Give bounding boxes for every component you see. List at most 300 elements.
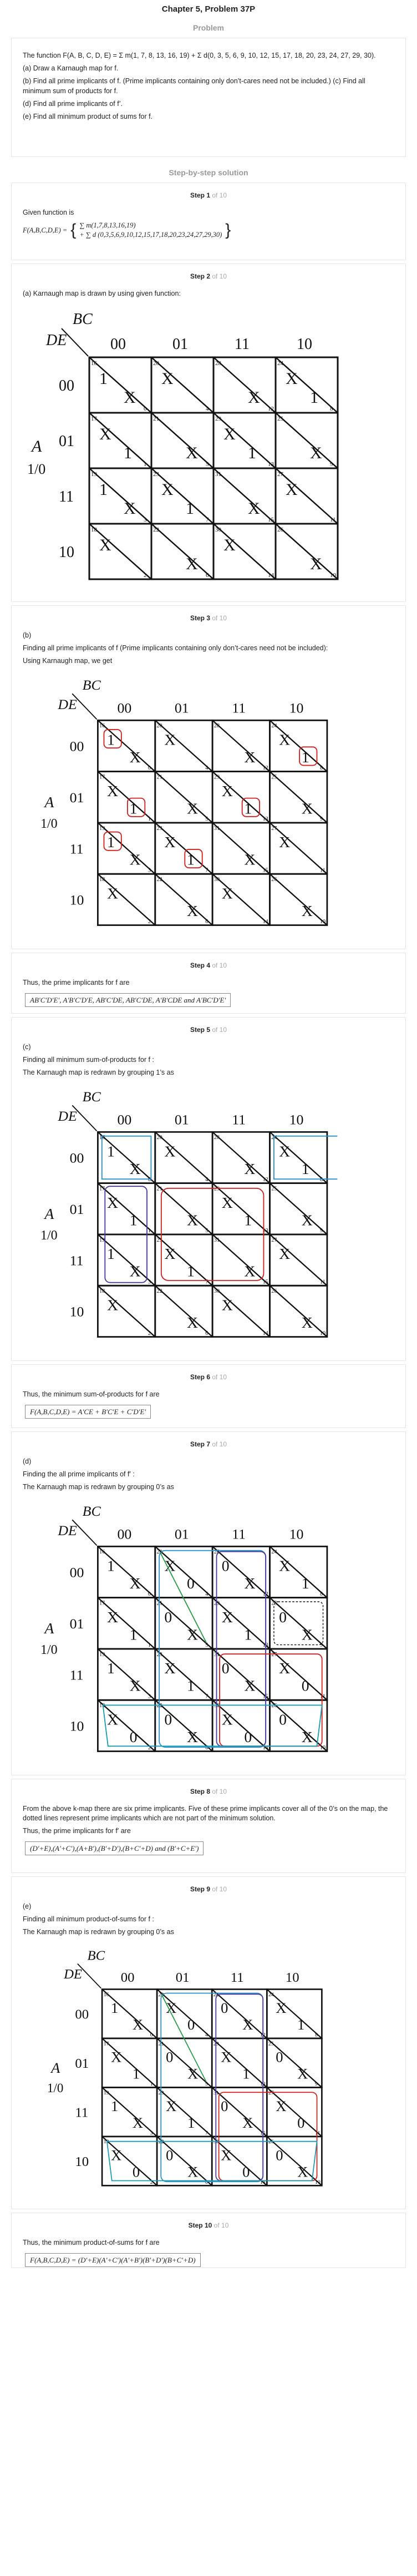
kmap-cell — [98, 1132, 155, 1183]
minterm-index-a0: 11 — [315, 2130, 321, 2137]
row-label: 11 — [75, 2105, 89, 2120]
minterm-index-a1: 20 — [156, 723, 162, 730]
cell-value-a0: X — [244, 1575, 256, 1592]
answer-formula: F(A,B,C,D,E) = A′CE + B′C′E + C′D′E′ — [25, 1405, 151, 1419]
step-3 — [11, 605, 406, 949]
minterm-index-a0: 7 — [206, 517, 209, 523]
step-label: Step 9 of 10 — [190, 1885, 227, 1893]
cell-value-a1: 0 — [221, 1999, 228, 2016]
cell-value-a1: X — [276, 2097, 287, 2114]
kmap-cell — [155, 1649, 212, 1700]
minterm-index-a0: 0 — [148, 1591, 151, 1597]
minterm-index-a1: 16 — [91, 360, 97, 367]
cell-value-a1: X — [164, 731, 176, 748]
minterm-index-a1: 18 — [99, 1288, 105, 1295]
minterm-index-a1: 23 — [158, 2089, 164, 2096]
cell-diagonal — [89, 468, 151, 524]
row-label: 11 — [69, 841, 84, 857]
cell-value-a1: 0 — [166, 2147, 174, 2164]
row-label: 10 — [59, 544, 74, 561]
row-label: 00 — [69, 1150, 84, 1166]
col-label: 11 — [235, 336, 250, 353]
cell-value-a1: X — [279, 1557, 291, 1575]
cell-value-a0: X — [124, 499, 136, 518]
col-label: 00 — [110, 336, 126, 353]
karnaugh-map-pos — [23, 1940, 378, 2195]
cell-diagonal — [151, 413, 213, 468]
kmap-cell — [270, 1183, 327, 1234]
cell-diagonal — [213, 413, 276, 468]
minterm-index-a0: 2 — [148, 918, 151, 925]
cell-diagonal — [155, 1700, 212, 1751]
col-label: 01 — [175, 1970, 190, 1986]
cell-value-a1: X — [221, 1710, 233, 1728]
minterm-index-a1: 24 — [277, 360, 283, 367]
cell-value-a0: 1 — [244, 1211, 252, 1229]
cell-value-a0: 1 — [187, 1262, 195, 1280]
cell-value-a1: 0 — [221, 1659, 230, 1677]
minterm-index-a1: 28 — [213, 1135, 220, 1141]
col-label: 01 — [174, 1111, 189, 1128]
cell-value-a1: 1 — [99, 480, 108, 499]
row-label: 00 — [75, 2007, 89, 2022]
cell-value-a0: X — [297, 2163, 308, 2180]
cell-value-a0: X — [301, 799, 313, 817]
minterm-index-a0: 8 — [320, 765, 323, 771]
step-label: Step 10 of 10 — [188, 2221, 229, 2229]
minterm-index-a0: 12 — [262, 1176, 268, 1183]
kmap-cell — [212, 2038, 267, 2087]
cell-diagonal — [98, 1546, 155, 1597]
kmap-cell — [151, 357, 213, 413]
minterm-index-a1: 27 — [277, 471, 283, 478]
cell-value-a0: X — [310, 555, 322, 573]
kmap-cell — [98, 720, 155, 771]
minterm-index-a0: 10 — [330, 572, 336, 579]
minterm-index-a0: 0 — [150, 2032, 153, 2038]
minterm-index-a0: 3 — [148, 1279, 151, 1286]
step-text: Finding all prime implicants of f (Prime implicants containing only don’t-cares need not be included): — [23, 644, 328, 652]
minterm-index-a0: 9 — [320, 1228, 323, 1234]
cell-diagonal — [212, 2087, 267, 2136]
kmap-cell — [213, 413, 276, 468]
cell-value-a1: X — [221, 884, 233, 902]
kmap-cell — [157, 2038, 212, 2087]
problem-statement: The function F(A, B, C, D, E) = Σ m(1, 7, 8, 13, 16, 19) + Σ d(0, 3, 5, 6, 9, 10, 12, 15, 17, 18, 20, 23, 24, 27, 29, 30). — [23, 52, 376, 59]
kmap-cell — [270, 772, 327, 823]
cell-diagonal — [89, 524, 151, 579]
minterm-index-a0: 7 — [205, 1693, 208, 1700]
kmap-cell — [212, 1598, 269, 1649]
karnaugh-map-prime-implicants — [23, 669, 378, 935]
cell-value-a0: X — [248, 499, 260, 518]
kmap-cell — [212, 1649, 269, 1700]
cell-value-a1: X — [164, 833, 176, 851]
minterm-index-a1: 25 — [271, 1600, 277, 1607]
cell-value-a1: 0 — [166, 2048, 174, 2066]
cell-diagonal — [98, 1598, 155, 1649]
kmap-cell — [212, 1989, 267, 2038]
kmap-cell — [270, 1700, 327, 1751]
minterm-index-a0: 1 — [148, 1642, 151, 1649]
minterm-index-a0: 6 — [205, 2179, 208, 2185]
minterm-index-a0: 11 — [320, 1693, 326, 1700]
col-label: 11 — [232, 1111, 246, 1128]
minterm-index-a0: 1 — [148, 1228, 151, 1234]
cell-diagonal — [270, 1649, 327, 1700]
cell-value-a1: 0 — [276, 2048, 283, 2066]
kmap-cell — [270, 1598, 327, 1649]
col-label: 00 — [117, 1526, 132, 1542]
minterm-index-a0: 1 — [150, 2081, 153, 2087]
cell-value-a1: 0 — [164, 1608, 172, 1626]
page-title: Chapter 5, Problem 37P — [161, 4, 256, 14]
cell-value-a1: 1 — [111, 2097, 119, 2114]
minterm-index-a0: 10 — [320, 1330, 326, 1337]
cell-diagonal — [267, 2087, 322, 2136]
minterm-index-a1: 21 — [156, 774, 162, 781]
kmap-cell — [270, 1286, 327, 1337]
kmap-cell — [102, 2087, 157, 2136]
cell-value-a0: X — [244, 851, 256, 868]
kmap-cell — [212, 823, 269, 874]
kmap-cell — [267, 1989, 322, 2038]
cell-value-a1: X — [111, 2147, 122, 2164]
cell-diagonal — [270, 720, 327, 771]
cell-value-a0: 1 — [242, 2065, 250, 2082]
cell-value-a0: X — [187, 1728, 199, 1745]
minterm-index-a0: 0 — [148, 1176, 151, 1183]
kmap-cell — [212, 1183, 269, 1234]
row-label: 01 — [69, 1616, 84, 1632]
col-label: 10 — [297, 336, 312, 353]
minterm-index-a1: 18 — [103, 2139, 109, 2145]
cell-value-a1: 1 — [107, 1557, 115, 1575]
minterm-index-a0: 12 — [262, 1591, 268, 1597]
cell-diagonal — [270, 1700, 327, 1751]
cell-value-a1: 1 — [107, 833, 115, 851]
step-label: Step 1 of 10 — [190, 191, 227, 199]
cell-value-a1: X — [107, 1710, 118, 1728]
cell-diagonal — [212, 1286, 269, 1337]
cell-value-a1: X — [279, 731, 291, 748]
cell-value-a0: 1 — [187, 1677, 195, 1694]
step-text: Finding all minimum sum-of-products for f : — [23, 1056, 154, 1064]
row-label: 11 — [69, 1667, 84, 1683]
cell-value-a0: 0 — [301, 1677, 309, 1694]
cell-value-a1: X — [107, 884, 118, 902]
minterm-index-a0: 10 — [315, 2179, 321, 2185]
kmap-cell — [276, 357, 338, 413]
cell-diagonal — [155, 720, 212, 771]
minterm-index-a0: 8 — [330, 406, 333, 412]
cell-value-a1: X — [164, 1142, 176, 1160]
cell-value-a1: X — [164, 1245, 176, 1263]
cell-value-a1: 0 — [276, 2147, 283, 2164]
col-var-label: BC — [73, 311, 93, 328]
cell-value-a1: X — [161, 480, 174, 499]
kmap-cell — [276, 524, 338, 579]
minterm-index-a0: 14 — [260, 2179, 266, 2185]
step-text-2: The Karnaugh map is redrawn by grouping 0’s as — [23, 1928, 174, 1936]
side-var-label: A — [44, 1620, 54, 1637]
minterm-index-a1: 17 — [99, 1600, 105, 1607]
kmap-cell — [98, 772, 155, 823]
cell-value-a1: 1 — [99, 370, 108, 388]
minterm-index-a1: 24 — [268, 1991, 274, 1998]
kmap-cell — [98, 1286, 155, 1337]
minterm-index-a1: 20 — [156, 1135, 162, 1141]
cell-value-a1: X — [279, 1659, 291, 1677]
minterm-index-a1: 21 — [156, 1600, 162, 1607]
cell-value-a1: X — [166, 2097, 177, 2114]
side-var-label: A — [44, 793, 54, 811]
minterm-index-a0: 0 — [144, 406, 147, 412]
minterm-index-a0: 11 — [320, 867, 326, 874]
cell-value-a0: 0 — [132, 2163, 140, 2180]
minterm-index-a0: 14 — [262, 918, 268, 925]
minterm-index-a1: 16 — [99, 1549, 105, 1556]
minterm-index-a0: 7 — [205, 2130, 208, 2137]
minterm-index-a1: 17 — [103, 2041, 109, 2047]
cell-value-a0: X — [129, 1160, 141, 1177]
cell-value-a1: X — [166, 1999, 177, 2016]
karnaugh-map-zeros — [23, 1495, 378, 1762]
cell-diagonal — [155, 1546, 212, 1597]
step-label: Step 6 of 10 — [190, 1373, 227, 1381]
minterm-index-a1: 17 — [91, 416, 97, 422]
kmap-cell — [267, 2087, 322, 2136]
answer-formula: AB′C′D′E′, A′B′C′D′E, AB′C′DE, AB′C′DE, A′B′CDE and A′BC′D′E′ — [25, 993, 231, 1007]
answer-formula: F(A,B,C,D,E) = (D′+E)(A′+C′)(A′+B′)(B′+D′)(B+C′+D) — [25, 2253, 201, 2267]
kmap-cell — [155, 1598, 212, 1649]
cell-value-a1: X — [221, 782, 233, 799]
cell-value-a1: X — [221, 1608, 233, 1626]
cell-value-a0: X — [301, 902, 313, 919]
step-part: (d) — [23, 1457, 32, 1465]
cell-value-a0: X — [132, 2114, 144, 2131]
step-text: Finding the all prime implicants of f′ : — [23, 1470, 135, 1478]
cell-diagonal — [151, 468, 213, 524]
minterm-index-a1: 20 — [156, 1549, 162, 1556]
row-label: 01 — [59, 433, 74, 450]
minterm-index-a1: 17 — [99, 1186, 105, 1192]
kmap-cell — [102, 2137, 157, 2185]
col-var-label: BC — [82, 1088, 101, 1105]
col-label: 01 — [174, 700, 189, 716]
cell-diagonal — [98, 1649, 155, 1700]
step-label: Step 2 of 10 — [190, 272, 227, 280]
function-formula: F(A,B,C,D,E) = { ∑ m(1,7,8,13,16,19) + ∑ d (0,3,5,6,9,10,12,15,17,18,20,23,24,27,29,30) } — [23, 221, 231, 239]
cell-value-a0: 0 — [187, 2016, 195, 2033]
minterm-index-a1: 20 — [153, 360, 159, 367]
minterm-index-a0: 7 — [205, 1279, 208, 1286]
kmap-cell — [276, 468, 338, 524]
cell-value-a1: 0 — [164, 1710, 172, 1728]
row-label: 00 — [59, 377, 74, 394]
cell-value-a1: X — [279, 1142, 291, 1160]
kmap-cell — [98, 874, 155, 925]
cell-value-a0: 1 — [129, 799, 138, 817]
step-5 — [11, 1017, 406, 1361]
kmap-cell — [98, 823, 155, 874]
cell-diagonal — [89, 413, 151, 468]
step-text-2: Thus, the prime implicants for f′ are — [23, 1827, 131, 1835]
cell-value-a1: 1 — [111, 1999, 119, 2016]
cell-diagonal — [102, 2137, 157, 2185]
minterm-index-a0: 13 — [262, 816, 268, 823]
step-part: (e) — [23, 1902, 32, 1910]
cell-value-a0: 1 — [187, 851, 195, 868]
cell-diagonal — [212, 1546, 269, 1597]
col-label: 11 — [232, 1526, 246, 1542]
row-var-label: DE — [58, 1108, 77, 1124]
step-text: Thus, the prime implicants for f are — [23, 979, 130, 986]
cell-diagonal — [155, 1598, 212, 1649]
kmap-cell — [151, 468, 213, 524]
cell-value-a0: X — [186, 444, 198, 462]
col-label: 00 — [120, 1970, 135, 1986]
minterm-index-a1: 29 — [213, 1600, 220, 1607]
cell-diagonal — [267, 2137, 322, 2185]
solution-header: Step-by-step solution — [169, 168, 248, 177]
cell-value-a1: X — [223, 425, 236, 443]
kmap-cell — [89, 413, 151, 468]
minterm-index-a1: 30 — [215, 527, 221, 533]
minterm-index-a1: 28 — [213, 1991, 219, 1998]
cell-value-a0: X — [187, 799, 199, 817]
cell-value-a0: 1 — [124, 444, 132, 462]
cell-value-a0: X — [186, 555, 198, 573]
step-label: Step 7 of 10 — [190, 1440, 227, 1448]
minterm-index-a1: 28 — [215, 360, 221, 367]
cell-value-a0: X — [244, 1160, 256, 1177]
kmap-cell — [155, 823, 212, 874]
cell-value-a0: X — [129, 1575, 141, 1592]
minterm-index-a1: 19 — [103, 2089, 109, 2096]
minterm-index-a0: 12 — [260, 2032, 266, 2038]
minterm-index-a1: 29 — [213, 1186, 220, 1192]
cell-value-a0: X — [187, 1626, 199, 1643]
cell-value-a0: 1 — [129, 1626, 138, 1643]
cell-value-a1: 1 — [107, 1142, 115, 1160]
cell-value-a0: 1 — [310, 388, 318, 407]
cell-diagonal — [212, 823, 269, 874]
cell-value-a1: X — [107, 782, 118, 799]
kmap-cell — [212, 720, 269, 771]
col-label: 10 — [289, 1526, 304, 1542]
cell-value-a0: 1 — [244, 1626, 252, 1643]
minterm-index-a1: 29 — [213, 2041, 219, 2047]
minterm-index-a0: 15 — [268, 517, 274, 523]
kmap-cell — [213, 357, 276, 413]
cell-value-a0: 1 — [129, 1211, 138, 1229]
minterm-index-a0: 5 — [205, 1228, 208, 1234]
cell-value-a0: X — [301, 1313, 313, 1331]
minterm-index-a0: 14 — [262, 1744, 268, 1751]
minterm-index-a1: 27 — [268, 2089, 274, 2096]
kmap-cell — [212, 1286, 269, 1337]
kmap-cell — [157, 2137, 212, 2185]
minterm-index-a1: 16 — [99, 723, 105, 730]
step-label: Step 4 of 10 — [190, 961, 227, 969]
minterm-index-a0: 11 — [320, 1279, 326, 1286]
side-var-label: A — [44, 1205, 54, 1223]
minterm-index-a1: 28 — [213, 723, 220, 730]
minterm-index-a0: 0 — [148, 765, 151, 771]
minterm-index-a0: 6 — [206, 572, 209, 579]
cell-value-a0: X — [301, 1626, 313, 1643]
step-text: Thus, the minimum product-of-sums for f are — [23, 2239, 160, 2246]
minterm-index-a0: 4 — [205, 1176, 208, 1183]
cell-value-a1: X — [107, 1296, 118, 1314]
minterm-index-a1: 27 — [271, 1651, 277, 1658]
cell-value-a0: 0 — [129, 1728, 138, 1745]
cell-diagonal — [270, 1598, 327, 1649]
cell-diagonal — [157, 1989, 212, 2038]
kmap-cell — [155, 1546, 212, 1597]
minterm-index-a0: 3 — [150, 2130, 153, 2137]
side-var-values: 1/0 — [40, 1228, 58, 1243]
minterm-index-a1: 23 — [156, 1651, 162, 1658]
cell-value-a0: X — [242, 2114, 253, 2131]
minterm-index-a1: 25 — [271, 1186, 277, 1192]
minterm-index-a0: 5 — [206, 461, 209, 468]
cell-diagonal — [276, 413, 338, 468]
kmap-cell — [155, 720, 212, 771]
minterm-index-a0: 1 — [148, 816, 151, 823]
cell-value-a0: X — [244, 748, 256, 766]
minterm-index-a0: 6 — [205, 1744, 208, 1751]
row-label: 01 — [69, 1201, 84, 1217]
cell-diagonal — [270, 823, 327, 874]
step-text: (a) Karnaugh map is drawn by using given function: — [23, 290, 181, 297]
step-text-2: The Karnaugh map is redrawn by grouping 1’s as — [23, 1069, 174, 1076]
cell-value-a0: X — [242, 2016, 253, 2033]
step-text: From the above k-map there are six prime implicants. Five of these prime implicants cover all of the 0’s on the map, the dotted lines represent prime implicants which are not part of the minimum solution. — [23, 1805, 388, 1822]
minterm-index-a0: 10 — [320, 918, 326, 925]
cell-diagonal — [102, 2087, 157, 2136]
minterm-index-a0: 6 — [205, 1330, 208, 1337]
cell-value-a0: 0 — [187, 1575, 195, 1592]
cell-value-a1: 0 — [279, 1710, 287, 1728]
cell-diagonal — [270, 1546, 327, 1597]
cell-diagonal — [276, 468, 338, 524]
cell-value-a1: X — [161, 370, 174, 388]
row-label: 00 — [69, 738, 84, 755]
cell-value-a0: 1 — [297, 2016, 305, 2033]
kmap-cell — [270, 720, 327, 771]
kmap-cell — [267, 2137, 322, 2185]
minterm-index-a1: 30 — [213, 1703, 220, 1709]
row-label: 01 — [69, 789, 84, 806]
minterm-index-a1: 26 — [271, 1288, 277, 1295]
col-label: 10 — [285, 1970, 299, 1986]
cell-value-a0: X — [132, 2016, 144, 2033]
minterm-index-a1: 22 — [153, 527, 159, 533]
karnaugh-map-sop — [23, 1081, 378, 1347]
cell-value-a0: X — [297, 2065, 308, 2082]
col-label: 11 — [230, 1970, 244, 1986]
step-text-2: The Karnaugh map is redrawn by grouping 0’s as — [23, 1483, 174, 1491]
cell-value-a0: X — [129, 1677, 141, 1694]
minterm-index-a1: 24 — [271, 1549, 277, 1556]
kmap-cell — [151, 524, 213, 579]
col-label: 00 — [117, 700, 132, 716]
minterm-index-a0: 15 — [262, 1279, 268, 1286]
kmap-cell — [151, 413, 213, 468]
row-var-label: DE — [58, 696, 77, 712]
